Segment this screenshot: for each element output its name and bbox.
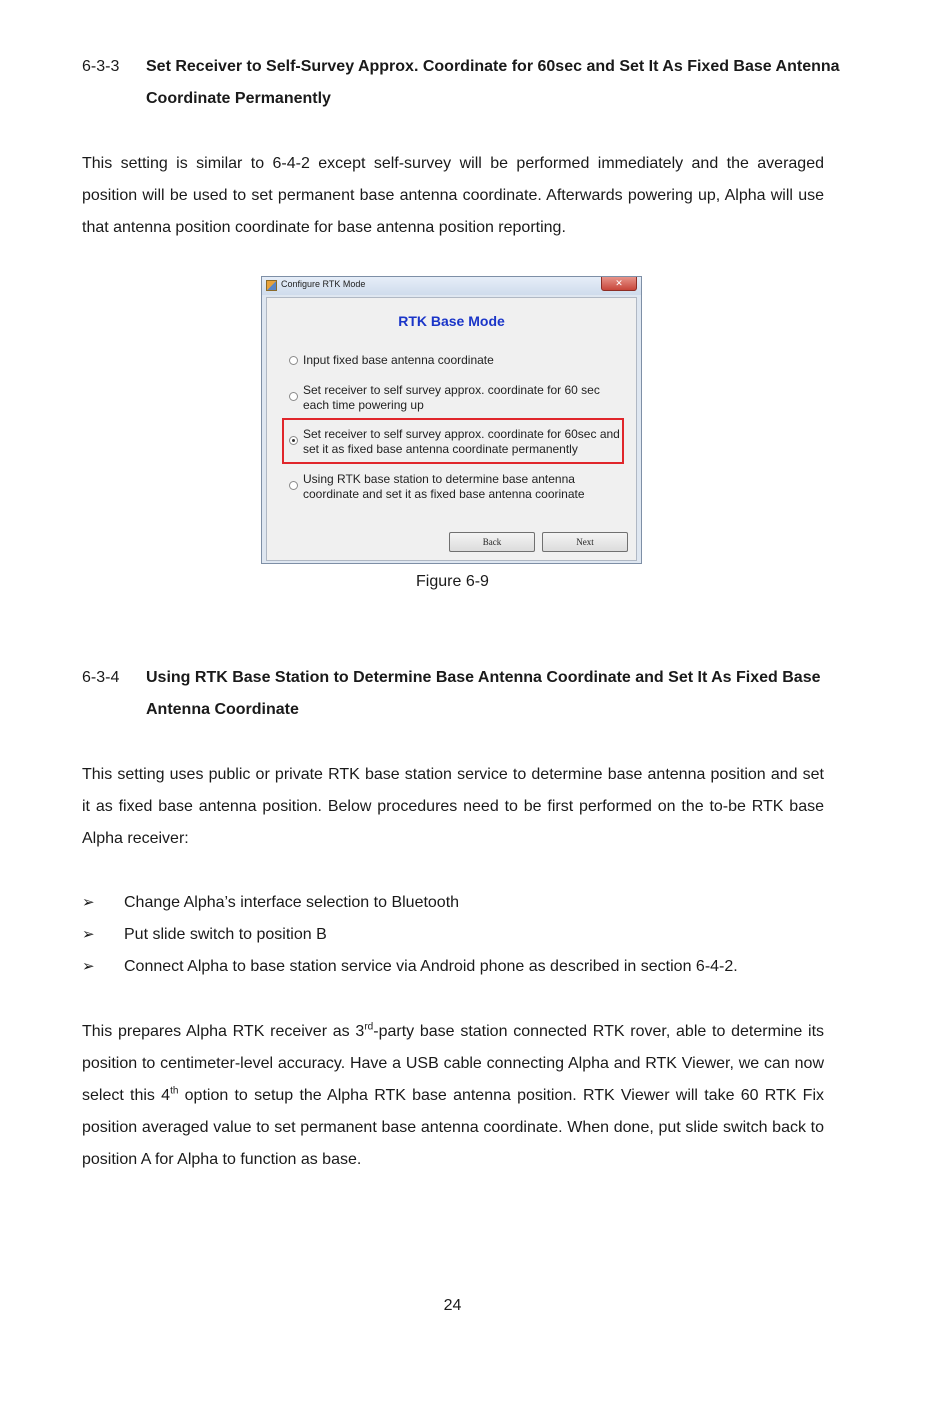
paragraph-text-part: This prepares Alpha RTK receiver as 3	[82, 1023, 365, 1040]
radio-button[interactable]	[289, 356, 298, 365]
radio-button-selected[interactable]	[289, 436, 298, 445]
list-item	[82, 887, 824, 919]
close-icon[interactable]: ✕	[601, 277, 637, 291]
option-label: Input fixed base antenna coordinate	[303, 353, 494, 367]
option-label: Set receiver to self survey approx. coordinate for 60sec and set it as fixed base antenna coordinate permanently	[303, 427, 620, 456]
option-label: Using RTK base station to determine base antenna coordinate and set it as fixed base antenna coorinate	[303, 472, 585, 501]
section-6-3-3-paragraph: This setting is similar to 6-4-2 except self-survey will be performed immediately and the averaged position will be used to set permanent base antenna coordinate. Afterwards powering up, Alpha will use that antenna position coordinate for base antenna position reporting.	[82, 155, 824, 236]
section-number: 6-3-3	[82, 58, 120, 75]
arrow-bullet-icon: ➢	[82, 958, 95, 975]
configure-rtk-mode-dialog	[261, 276, 642, 564]
list-item	[82, 919, 824, 951]
list-item-text: Connect Alpha to base station service via Android phone as described in section 6-4-2.	[124, 958, 738, 975]
dialog-window-title: Configure RTK Mode	[281, 279, 366, 289]
list-item-text: Change Alpha’s interface selection to Bluetooth	[124, 894, 460, 911]
section-heading-6-3-3	[82, 51, 842, 115]
rtk-base-mode-title: RTK Base Mode	[398, 313, 505, 329]
arrow-bullet-icon: ➢	[82, 894, 95, 911]
paragraph-text-part: option to setup the Alpha RTK base antenna position. RTK Viewer will take 60 RTK Fix position averaged value to set permanent base antenna coordinate. When done, put slide switch back to position A for Alpha to function as base.	[82, 1087, 825, 1168]
arrow-bullet-icon: ➢	[82, 926, 95, 943]
list-item-text: Put slide switch to position B	[124, 926, 327, 943]
superscript-rd: rd	[364, 1021, 374, 1033]
page-number: 24	[443, 1297, 462, 1314]
option-label: Set receiver to self survey approx. coordinate for 60 sec each time powering up	[303, 383, 600, 412]
section-title: Set Receiver to Self-Survey Approx. Coordinate for 60sec and Set It As Fixed Base Antenna Coordinate Permanently	[146, 58, 840, 107]
superscript-th: th	[170, 1085, 179, 1097]
next-button[interactable]: Next	[542, 532, 628, 552]
app-icon	[266, 280, 277, 291]
back-button[interactable]: Back	[449, 532, 535, 552]
procedure-list	[82, 887, 824, 983]
section-heading-6-3-4	[82, 662, 842, 726]
dialog-titlebar[interactable]	[262, 277, 641, 295]
list-item	[82, 951, 824, 983]
section-6-3-4-paragraph-2	[82, 1016, 824, 1176]
radio-button[interactable]	[289, 392, 298, 401]
paragraph-text-part: -party base station connected RTK rover, able to determine its position to centimeter-level accuracy. Have a USB cable connecting Alpha and RTK Viewer, we can now select this 4	[82, 1023, 825, 1104]
dialog-client-area	[266, 297, 637, 561]
section-6-3-4-paragraph-1: This setting uses public or private RTK base station service to determine base antenna position and set it as fixed base antenna position. Below procedures need to be first performed on the to-be RTK base Alpha receiver:	[82, 766, 824, 847]
section-title: Using RTK Base Station to Determine Base Antenna Coordinate and Set It As Fixed Base Antenna Coordinate	[146, 669, 821, 718]
figure-caption: Figure 6-9	[416, 573, 489, 590]
radio-button[interactable]	[289, 481, 298, 490]
section-number: 6-3-4	[82, 669, 120, 686]
